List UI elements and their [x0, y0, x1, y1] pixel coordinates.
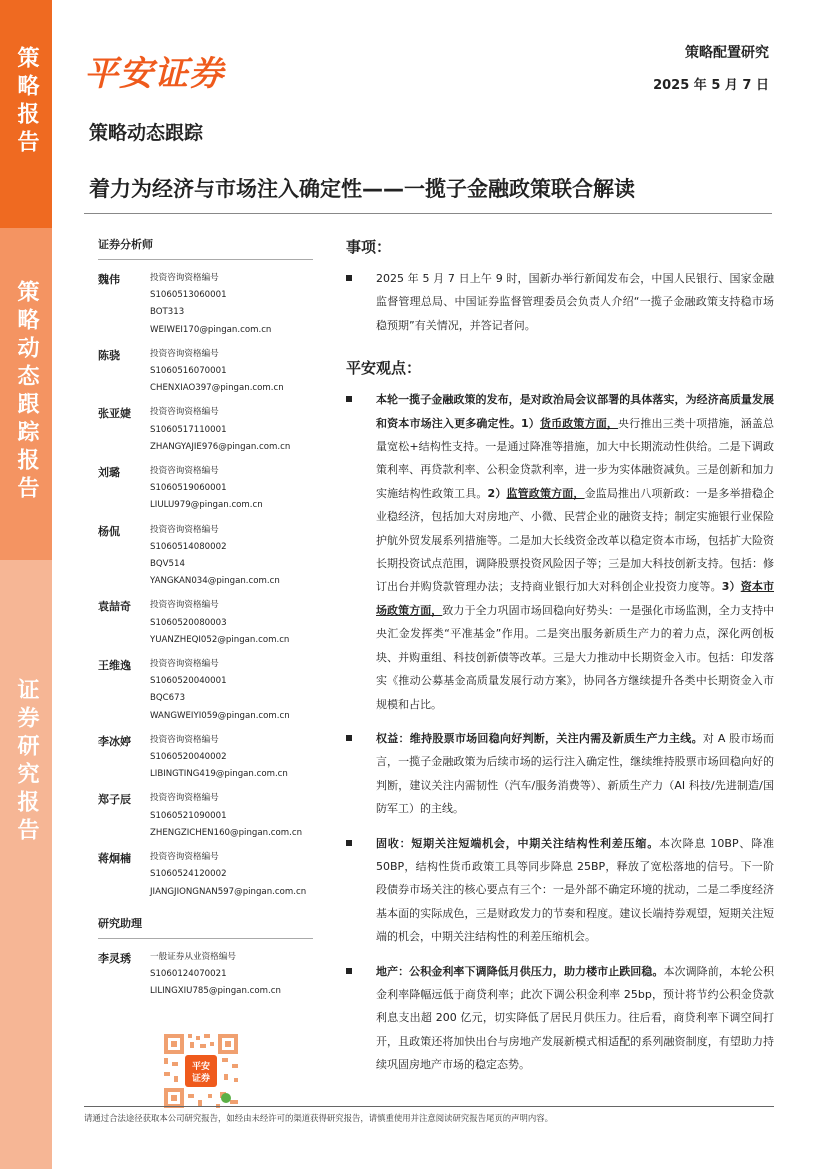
analyst-details — [150, 949, 281, 1001]
report-title: 着力为经济与市场注入确定性——一揽子金融政策联合解读 — [89, 177, 635, 201]
analyst-detail-line: 投资咨询资格编号 — [150, 793, 219, 804]
analyst-detail-line: S1060124070021 — [150, 968, 227, 979]
event-paragraph: 2025 年 5 月 7 日上午 9 时，国新办举行新闻发布会，中国人民银行、国家金融监督管理总局、中国证券监督管理委员会负责人介绍“一揽子金融政策支持稳市场稳预期”有关情况，并答记者问。 — [346, 267, 774, 337]
analyst-detail-line: BOT313 — [150, 307, 185, 318]
analyst-details — [150, 522, 280, 591]
analyst-detail-line: 投资咨询资格编号 — [150, 852, 219, 863]
analyst-detail-line: YUANZHEQI052@pingan.com.cn — [150, 634, 290, 645]
analyst-entry — [98, 656, 313, 725]
analyst-detail-line: ZHANGYAJIE976@pingan.com.cn — [150, 441, 291, 452]
analyst-entry — [98, 597, 313, 649]
analyst-details — [150, 463, 263, 515]
analyst-detail-line: WEIWEI170@pingan.com.cn — [150, 324, 272, 335]
analyst-name: 王维逸 — [98, 659, 131, 673]
analyst-name: 杨侃 — [98, 524, 120, 538]
analyst-entry — [98, 270, 313, 339]
analyst-detail-line: S1060516070001 — [150, 366, 227, 377]
analyst-name: 刘璐 — [98, 466, 120, 480]
qr-logo-text-bottom: 证券 — [191, 1074, 211, 1085]
analyst-detail-line: 投资咨询资格编号 — [150, 407, 219, 418]
analyst-details — [150, 732, 288, 784]
event-heading: 事项： — [346, 238, 392, 256]
analyst-entry — [98, 790, 313, 842]
report-date: 2025 年 5 月 7 日 — [653, 78, 769, 93]
analyst-entry — [98, 346, 313, 398]
analyst-name: 蒋炯楠 — [98, 852, 131, 866]
analyst-detail-line: S1060524120002 — [150, 869, 227, 880]
analyst-detail-line: LIBINGTING419@pingan.com.cn — [150, 769, 288, 780]
analyst-detail-line: S1060520080003 — [150, 617, 227, 628]
assistant-list — [98, 949, 313, 1001]
analyst-name: 李冰婷 — [98, 734, 131, 748]
analyst-detail-line: S1060513060001 — [150, 290, 227, 301]
sidebar-label-report: 策略报告 — [14, 46, 39, 158]
footer-disclaimer: 请通过合法途径获取本公司研究报告，如经由未经许可的渠道获得研究报告，请慎重使用并注意阅读研究报告尾页的声明内容。 — [84, 1113, 553, 1123]
analyst-name: 张亚婕 — [98, 407, 131, 421]
bullet-square-icon — [346, 275, 352, 281]
sidebar-label-series: 策略动态跟踪报告 — [14, 280, 39, 504]
analyst-details — [150, 790, 302, 842]
title-divider — [84, 213, 772, 214]
analyst-detail-line: S1060514080002 — [150, 541, 227, 552]
analyst-detail-line: JIANGJIONGNAN597@pingan.com.cn — [150, 886, 307, 897]
qr-code — [160, 1030, 242, 1112]
sidebar-segment-series — [0, 228, 52, 560]
analyst-name: 郑子辰 — [98, 793, 131, 807]
view-paragraph-equity: 权益：维持股票市场回稳向好判断，关注内需及新质生产力主线。对 A 股市场而言，一揽子金融政策为后续市场的运行注入确定性，继续维持股票市场回稳向好的判断，建议关注内需韧性（汽车/服务消费等）、新质生产力（AI 科技/先进制造/国防军工）的主线。 — [346, 727, 774, 821]
analyst-detail-line: CHENXIAO397@pingan.com.cn — [150, 383, 284, 394]
analyst-detail-line: S1060519060001 — [150, 483, 227, 494]
analyst-detail-line: 投资咨询资格编号 — [150, 524, 219, 535]
analyst-detail-line: S1060517110001 — [150, 424, 227, 435]
view-paragraph-policy: 本轮一揽子金融政策的发布，是对政治局会议部署的具体落实，为经济高质量发展和资本市场注入更多确定性。1）货币政策方面，央行推出三类十项措施，涵盖总量宽松+结构性支持。一是通过降准等措施，加大中长期流动性供给。二是下调政策利率、再贷款利率、公积金贷款利率，进一步为实体融资减负。三是创新和加力实施结构性政策工具。2）监管政策方面，金监局推出八项新政：一是多举措稳企业稳经济，包括加大对房地产、小微、民营企业的融资支持；制定实施银行业保险护航外贸发展系列措施等。二是加大长线资金改革以稳定资本市场，包括扩大险资长期投资试点范围，调降股票投资风险因子等；三是加大科技创新支持。包括：修订出台并购贷款管理办法；支持商业银行加大对科创企业投资力度等。3）资本市场政策方面，致力于全力巩固市场回稳向好势头：一是强化市场监测，全力支持中央汇金发挥类“平准基金”作用。二是突出服务新质生产力的着力点，深化两创板块、并购重组、科技创新债等改革。三是大力推动中长期资金入市。包括：印发落实《推动公募基金高质量发展行动方案》，协同各方继续提升各类中长期资金入市规模和占比。 — [346, 388, 774, 716]
analyst-detail-line: 投资咨询资格编号 — [150, 659, 219, 670]
sidebar-label-research: 证券研究报告 — [14, 678, 39, 846]
analyst-details — [150, 656, 290, 725]
analyst-detail-line: 投资咨询资格编号 — [150, 600, 219, 611]
sidebar-segment-report — [0, 0, 52, 228]
analyst-detail-line: BQV514 — [150, 559, 185, 570]
view-paragraph-fixed-income: 固收：短期关注短端机会，中期关注结构性利差压缩。本次降息 10BP、降准 50BP，结构性货币政策工具等同步降息 25BP，释放了宽松落地的信号。下一阶段债券市场关注的核心要点有三个：一是外部不确定环境的扰动，二是二季度经济基本面的实际成色，三是财政发力的节奏和程度。建议长端持券观望，短期关注短端的机会，中期关注结构性的利差压缩机会。 — [346, 832, 774, 949]
sidebar — [0, 0, 52, 1169]
analyst-detail-line: YANGKAN034@pingan.com.cn — [150, 576, 280, 587]
analyst-entry — [98, 732, 313, 784]
analyst-detail-line: LILINGXIU785@pingan.com.cn — [150, 986, 281, 997]
qr-logo-text-top: 平安 — [191, 1062, 211, 1073]
analyst-detail-line: 投资咨询资格编号 — [150, 273, 219, 283]
view-paragraph-real-estate: 地产：公积金利率下调降低月供压力，助力楼市止跌回稳。本次调降前，本轮公积金利率降幅远低于商贷利率；此次下调公积金利率 25bp，预计将节约公积金贷款利息支出超 200 亿元，切实降低了居民月供压力。往后看，商贷利率下调空间打开，且政策还将加快出台与房地产发展新模式相适配的系列融资制度，有望助力持续巩固房地产市场的稳定态势。 — [346, 960, 774, 1077]
report-series: 策略动态跟踪 — [89, 122, 204, 144]
analyst-detail-line: BQC673 — [150, 693, 186, 704]
analyst-name: 袁喆奇 — [98, 600, 131, 614]
analyst-entry — [98, 949, 313, 1001]
analyst-name: 陈骁 — [98, 348, 120, 362]
analyst-detail-line: S1060521090001 — [150, 810, 227, 821]
analyst-details — [150, 849, 306, 901]
analyst-detail-line: 一般证券从业资格编号 — [150, 951, 236, 962]
analyst-detail-line: LIULU979@pingan.com.cn — [150, 500, 263, 511]
company-logo: 平安证券 — [84, 54, 224, 94]
analyst-name: 李灵琇 — [98, 951, 131, 965]
analyst-detail-line: ZHENGZICHEN160@pingan.com.cn — [150, 827, 303, 838]
analyst-detail-line: 投资咨询资格编号 — [150, 466, 219, 477]
analyst-list — [98, 270, 313, 901]
analyst-detail-line: S1060520040002 — [150, 752, 227, 763]
analyst-entry — [98, 463, 313, 515]
analyst-entry — [98, 849, 313, 901]
report-type: 策略配置研究 — [685, 45, 769, 61]
analyst-details — [150, 597, 289, 649]
analyst-detail-line: 投资咨询资格编号 — [150, 348, 219, 359]
analysts-panel — [98, 236, 313, 1112]
view-heading: 平安观点： — [346, 359, 422, 378]
analyst-name: 魏伟 — [98, 273, 120, 286]
analyst-entry — [98, 404, 313, 456]
analyst-detail-line: 投资咨询资格编号 — [150, 734, 219, 745]
analyst-detail-line: WANGWEIYI059@pingan.com.cn — [150, 710, 290, 721]
analyst-detail-line: S1060520040001 — [150, 676, 227, 687]
footer-divider — [84, 1106, 774, 1107]
bullet-square-icon — [346, 968, 352, 974]
qr-code-graphic — [160, 1030, 242, 1112]
analyst-details — [150, 270, 271, 339]
assistants-heading: 研究助理 — [98, 915, 313, 939]
bullet-square-icon — [346, 396, 352, 402]
analyst-entry — [98, 522, 313, 591]
analysts-heading: 证券分析师 — [98, 236, 313, 260]
analyst-details — [150, 346, 284, 398]
bullet-square-icon — [346, 735, 352, 741]
analyst-details — [150, 404, 290, 456]
sidebar-segment-research — [0, 560, 52, 1169]
bullet-square-icon — [346, 840, 352, 846]
main-content — [346, 236, 774, 1088]
